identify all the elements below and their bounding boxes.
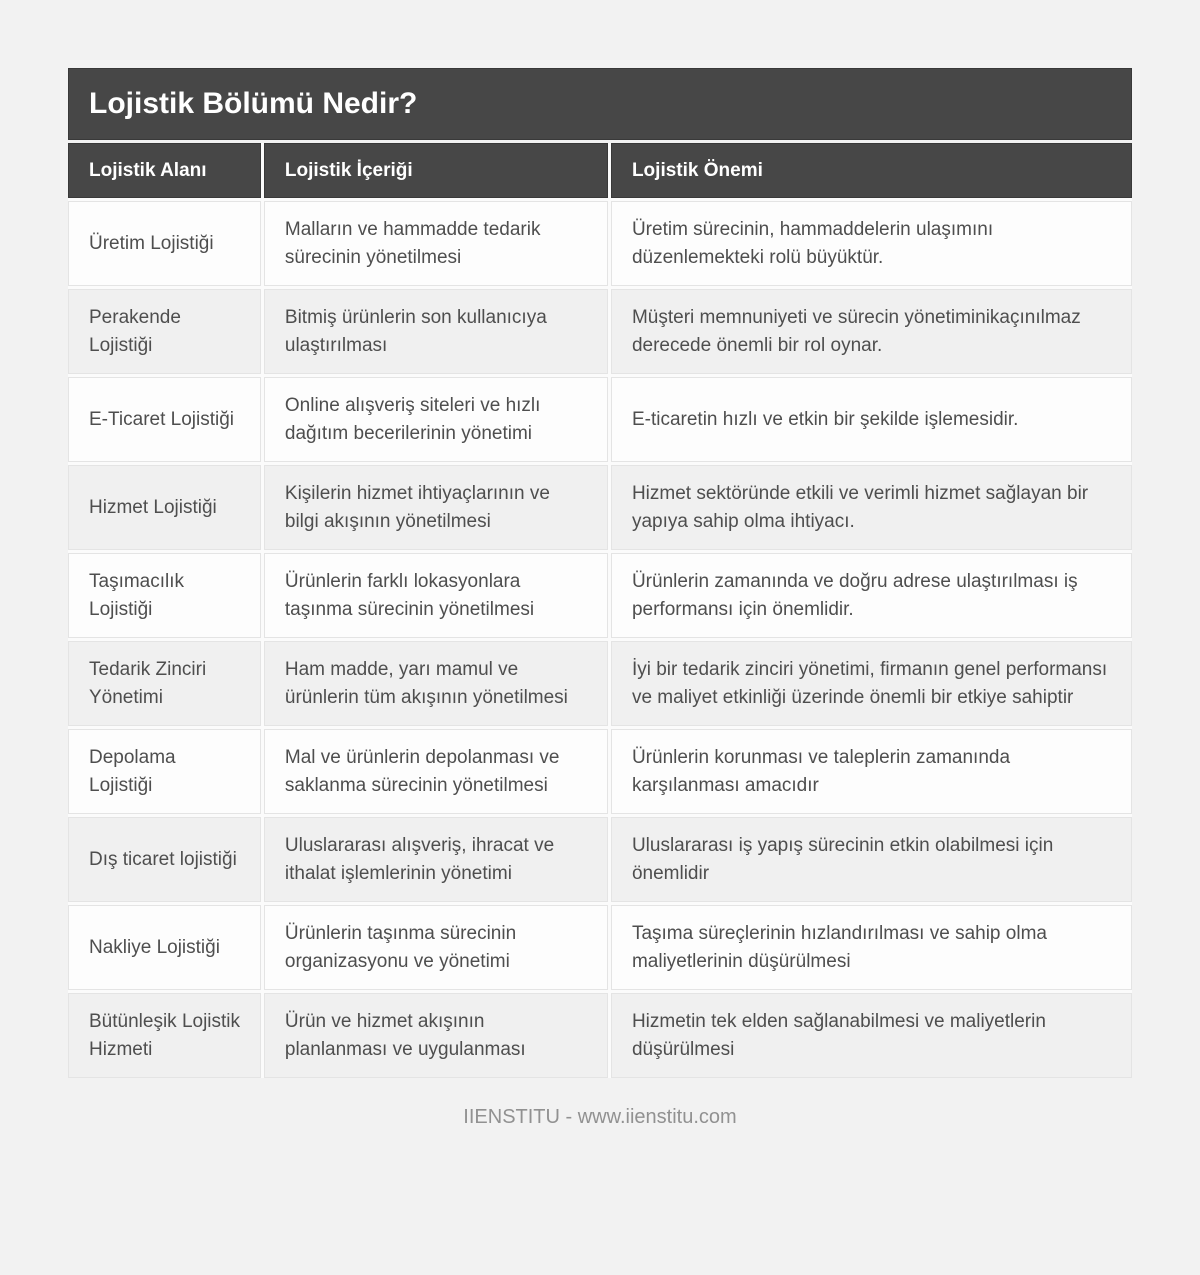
cell-lojistik-onemi: Uluslararası iş yapış sürecinin etkin olabilmesi için önemlidir bbox=[611, 817, 1132, 902]
cell-lojistik-alani: Dış ticaret lojistiği bbox=[68, 817, 261, 902]
cell-lojistik-alani: E-Ticaret Lojistiği bbox=[68, 377, 261, 462]
cell-lojistik-alani: Perakende Lojistiği bbox=[68, 289, 261, 374]
cell-lojistik-icerigi: Online alışveriş siteleri ve hızlı dağıtım becerilerinin yönetimi bbox=[264, 377, 608, 462]
cell-lojistik-onemi: Ürünlerin zamanında ve doğru adrese ulaştırılması iş performansı için önemlidir. bbox=[611, 553, 1132, 638]
cell-lojistik-onemi: Hizmetin tek elden sağlanabilmesi ve maliyetlerin düşürülmesi bbox=[611, 993, 1132, 1078]
footer-credit: IIENSTITU - www.iienstitu.com bbox=[463, 1106, 737, 1128]
cell-lojistik-onemi: Müşteri memnuniyeti ve sürecin yönetiminikaçınılmaz derecede önemli bir rol oynar. bbox=[611, 289, 1132, 374]
cell-lojistik-icerigi: Ürün ve hizmet akışının planlanması ve uygulanması bbox=[264, 993, 608, 1078]
cell-lojistik-alani: Üretim Lojistiği bbox=[68, 201, 261, 286]
content-sheet bbox=[68, 0, 1132, 1169]
column-header-lojistik-alani: Lojistik Alanı bbox=[68, 143, 261, 198]
cell-lojistik-onemi: Ürünlerin korunması ve taleplerin zamanında karşılanması amacıdır bbox=[611, 729, 1132, 814]
cell-lojistik-alani: Taşımacılık Lojistiği bbox=[68, 553, 261, 638]
cell-lojistik-icerigi: Ürünlerin taşınma sürecinin organizasyonu ve yönetimi bbox=[264, 905, 608, 990]
cell-lojistik-icerigi: Kişilerin hizmet ihtiyaçlarının ve bilgi akışının yönetilmesi bbox=[264, 465, 608, 550]
cell-lojistik-alani: Nakliye Lojistiği bbox=[68, 905, 261, 990]
logistics-table bbox=[68, 143, 1132, 1078]
cell-lojistik-icerigi: Mal ve ürünlerin depolanması ve saklanma sürecinin yönetilmesi bbox=[264, 729, 608, 814]
cell-lojistik-onemi: Hizmet sektöründe etkili ve verimli hizmet sağlayan bir yapıya sahip olma ihtiyacı. bbox=[611, 465, 1132, 550]
cell-lojistik-icerigi: Ürünlerin farklı lokasyonlara taşınma sürecinin yönetilmesi bbox=[264, 553, 608, 638]
cell-lojistik-alani: Depolama Lojistiği bbox=[68, 729, 261, 814]
cell-lojistik-onemi: İyi bir tedarik zinciri yönetimi, firmanın genel performansı ve maliyet etkinliği üzerinde önemli bir etkiye sahiptir bbox=[611, 641, 1132, 726]
cell-lojistik-alani: Tedarik Zinciri Yönetimi bbox=[68, 641, 261, 726]
cell-lojistik-onemi: E-ticaretin hızlı ve etkin bir şekilde işlemesidir. bbox=[611, 377, 1132, 462]
column-header-lojistik-icerigi: Lojistik İçeriği bbox=[264, 143, 608, 198]
column-header-lojistik-onemi: Lojistik Önemi bbox=[611, 143, 1132, 198]
page-title: Lojistik Bölümü Nedir? bbox=[68, 68, 1132, 140]
cell-lojistik-icerigi: Ham madde, yarı mamul ve ürünlerin tüm akışının yönetilmesi bbox=[264, 641, 608, 726]
cell-lojistik-alani: Bütünleşik Lojistik Hizmeti bbox=[68, 993, 261, 1078]
cell-lojistik-icerigi: Malların ve hammadde tedarik sürecinin yönetilmesi bbox=[264, 201, 608, 286]
cell-lojistik-icerigi: Bitmiş ürünlerin son kullanıcıya ulaştırılması bbox=[264, 289, 608, 374]
cell-lojistik-onemi: Taşıma süreçlerinin hızlandırılması ve sahip olma maliyetlerinin düşürülmesi bbox=[611, 905, 1132, 990]
cell-lojistik-onemi: Üretim sürecinin, hammaddelerin ulaşımını düzenlemekteki rolü büyüktür. bbox=[611, 201, 1132, 286]
cell-lojistik-icerigi: Uluslararası alışveriş, ihracat ve ithalat işlemlerinin yönetimi bbox=[264, 817, 608, 902]
cell-lojistik-alani: Hizmet Lojistiği bbox=[68, 465, 261, 550]
